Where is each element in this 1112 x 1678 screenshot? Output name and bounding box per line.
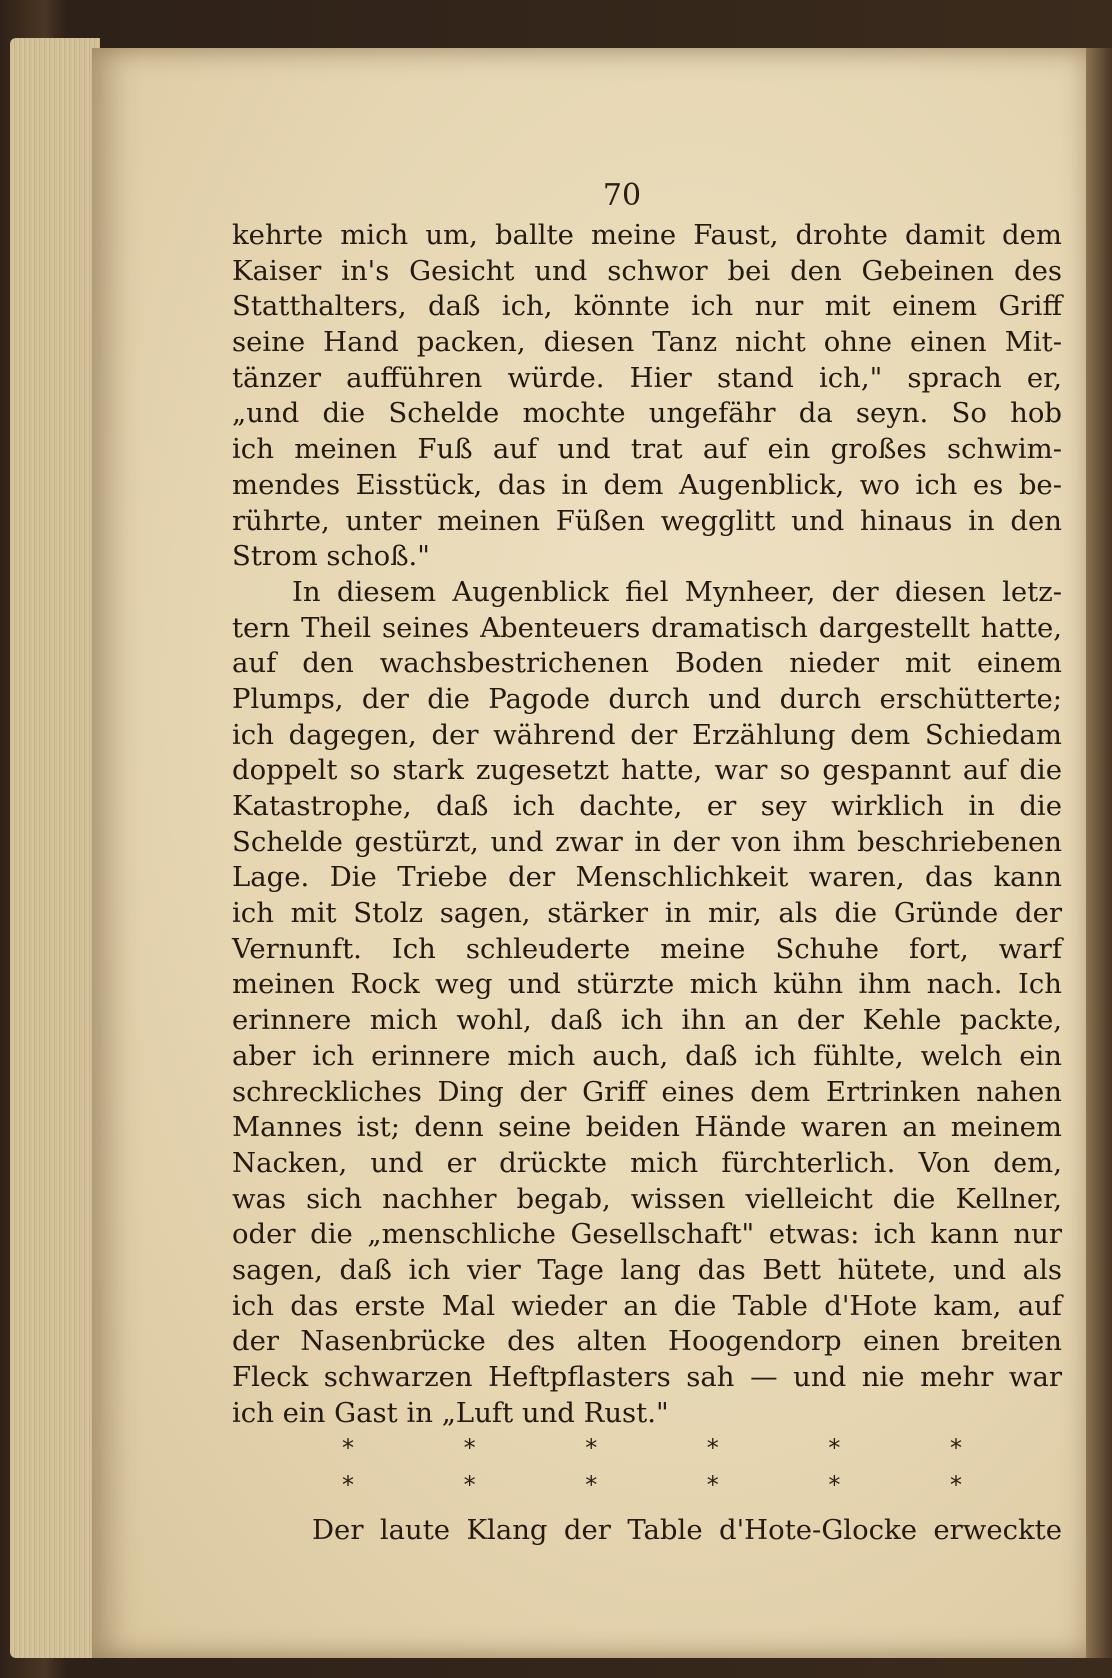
text-line: Strom schoß." — [232, 540, 430, 573]
text-line: schreckliches Ding der Griff eines dem Ertrinken nahen — [232, 1075, 1062, 1108]
text-line: Statthalters, daß ich, könnte ich nur mit einem Griff — [232, 290, 1062, 323]
text-line: doppelt so stark zugesetzt hatte, war so gespannt auf die — [232, 754, 1062, 787]
text-line: Vernunft. Ich schleuderte meine Schuhe fort, warf — [232, 932, 1062, 965]
section-break-row — [342, 1431, 962, 1468]
text-line: mendes Eisstück, das in dem Augenblick, wo ich es be- — [232, 468, 1062, 501]
page-number: 70 — [602, 178, 642, 213]
text-line: ich mit Stolz sagen, stärker in mir, als die Gründe der — [232, 897, 1062, 930]
asterisk: * — [706, 1471, 719, 1500]
text-line: ich ein Gast in „Luft und Rust." — [232, 1396, 669, 1429]
page-text — [232, 218, 1062, 1549]
text-line: meinen Rock weg und stürzte mich kühn ihm nach. Ich — [232, 968, 1062, 1001]
text-line: der Nasenbrücke des alten Hoogendorp einen breiten — [232, 1325, 1062, 1358]
text-line: Lage. Die Triebe der Menschlichkeit waren, das kann — [232, 861, 1062, 894]
text-line: Fleck schwarzen Heftpflasters sah — und nie mehr war — [232, 1361, 1062, 1393]
asterisk: * — [342, 1471, 354, 1500]
asterisk: * — [463, 1471, 476, 1500]
asterisk: * — [342, 1434, 354, 1463]
text-line: Nacken, und er drückte mich fürchterlich. Von dem, — [232, 1146, 1062, 1179]
paragraph-start-line: In diesem Augenblick fiel Mynheer, der diesen letz- — [292, 575, 1062, 608]
text-line: sagen, daß ich vier Tage lang das Bett hütete, und als — [232, 1253, 1062, 1286]
text-line: ich dagegen, der während der Erzählung dem Schiedam — [232, 718, 1062, 751]
asterisk: * — [706, 1434, 719, 1463]
text-line: oder die „menschliche Gesellschaft" etwas: ich kann nur — [232, 1218, 1062, 1251]
asterisk: * — [585, 1434, 598, 1463]
text-line: ich das erste Mal wieder an die Table d'Hote kam, auf — [232, 1289, 1062, 1322]
book-gutter — [1086, 48, 1112, 1658]
text-line: Katastrophe, daß ich dachte, er sey wirklich in die — [232, 790, 1062, 822]
text-line: Mannes ist; denn seine beiden Hände waren an meinem — [232, 1111, 1062, 1144]
asterisk: * — [949, 1471, 962, 1500]
text-line: aber ich erinnere mich auch, daß ich fühlte, welch ein — [232, 1039, 1062, 1072]
text-line: auf den wachsbestrichenen Boden nieder mit einem — [232, 647, 1062, 680]
text-line: Kaiser in's Gesicht und schwor bei den Gebeinen des — [232, 254, 1062, 287]
page-edges — [10, 38, 100, 1658]
asterisk: * — [585, 1471, 598, 1500]
text-line: tern Theil seines Abenteuers dramatisch dargestellt hatte, — [232, 611, 1062, 644]
asterisk: * — [949, 1434, 962, 1463]
text-line: kehrte mich um, ballte meine Faust, drohte damit dem — [232, 219, 1062, 251]
asterisk: * — [828, 1471, 841, 1500]
closing-line: Der laute Klang der Table d'Hote-Glocke erweckte — [312, 1514, 1062, 1547]
text-line: was sich nachher begab, wissen vielleicht die Kellner, — [232, 1182, 1062, 1215]
text-line: Schelde gestürzt, und zwar in der von ihm beschriebenen — [232, 825, 1062, 858]
asterisk: * — [463, 1434, 476, 1463]
text-line: seine Hand packen, diesen Tanz nicht ohne einen Mit- — [232, 326, 1062, 359]
text-line: tänzer aufführen würde. Hier stand ich," sprach er, — [232, 361, 1062, 394]
text-line: rührte, unter meinen Füßen wegglitt und hinaus in den — [232, 504, 1062, 537]
text-line: ich meinen Fuß auf und trat auf ein großes schwim- — [232, 433, 1062, 466]
asterisk: * — [828, 1434, 841, 1463]
text-line: Plumps, der die Pagode durch und durch erschütterte; — [232, 682, 1062, 715]
text-line: erinnere mich wohl, daß ich ihn an der Kehle packte, — [232, 1004, 1062, 1037]
book-page — [92, 48, 1092, 1658]
section-break-row — [342, 1468, 962, 1505]
text-line: „und die Schelde mochte ungefähr da seyn. So hob — [232, 397, 1062, 430]
